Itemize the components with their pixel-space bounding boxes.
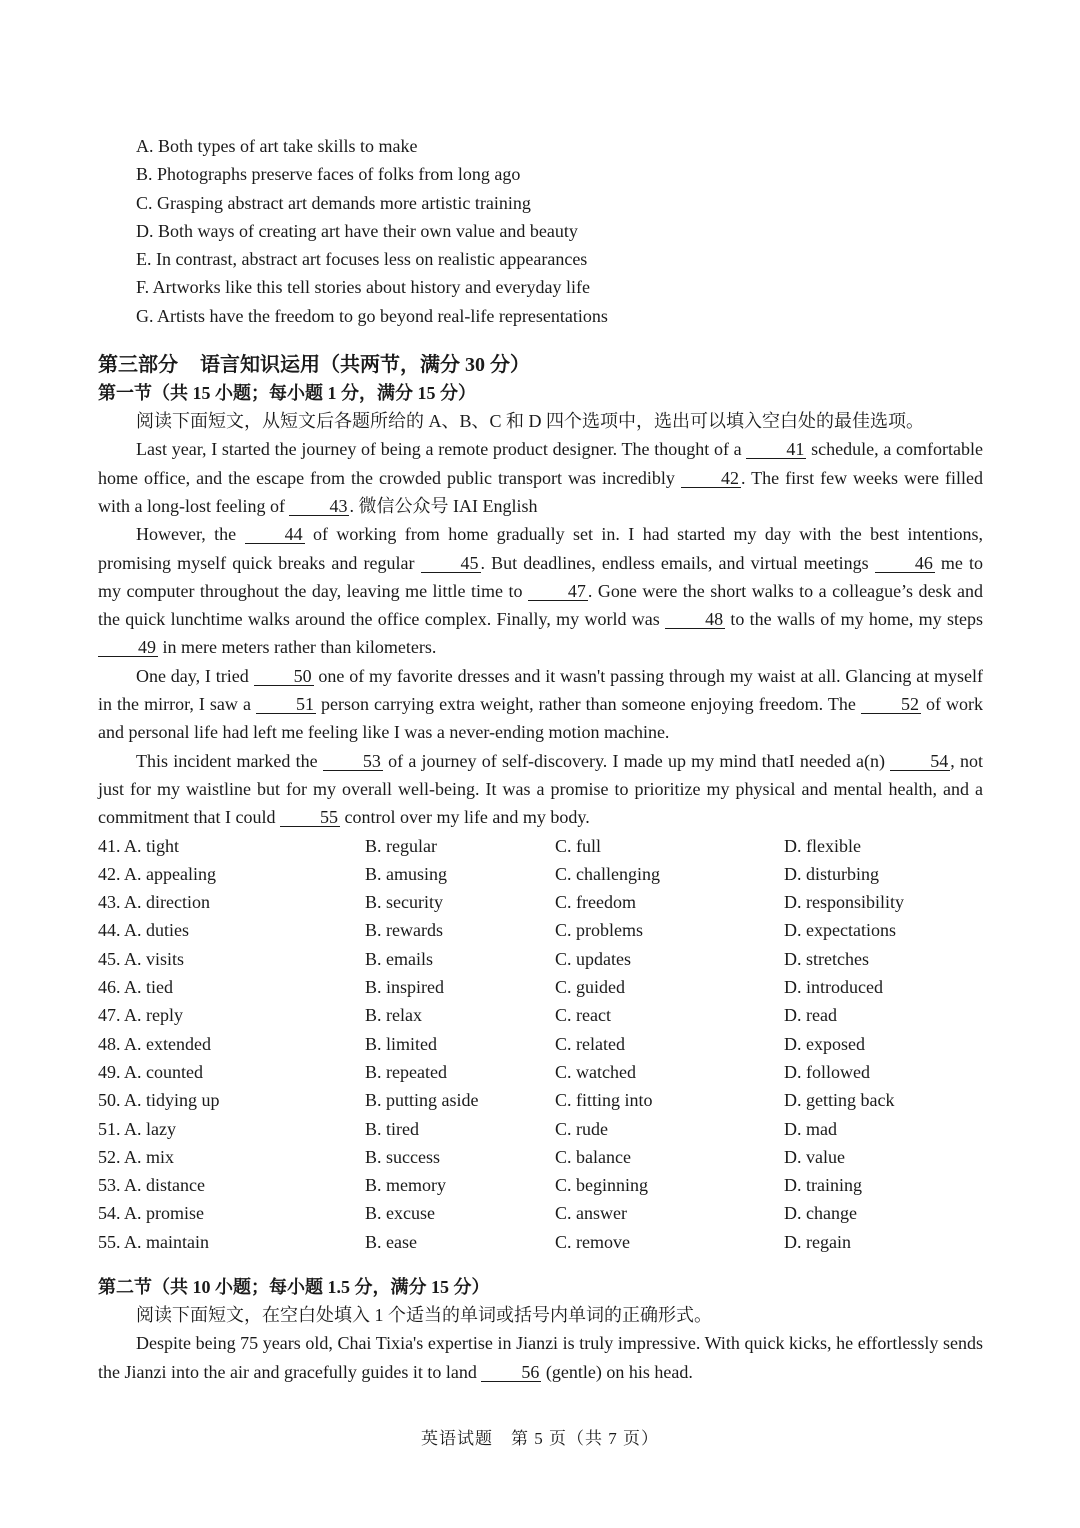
blank-41[interactable]: 41 bbox=[746, 440, 806, 459]
choice-row bbox=[98, 1199, 983, 1227]
choice-row bbox=[98, 1086, 983, 1114]
choice-option-c[interactable]: C. challenging bbox=[555, 863, 660, 884]
option-a: A. Both types of art take skills to make bbox=[136, 136, 418, 156]
blank-48[interactable]: 48 bbox=[665, 610, 725, 629]
choice-option-a[interactable]: 55. A. maintain bbox=[98, 1231, 209, 1252]
choice-row bbox=[98, 916, 983, 944]
choice-option-a[interactable]: 48. A. extended bbox=[98, 1033, 211, 1054]
choice-option-b[interactable]: B. tired bbox=[365, 1118, 419, 1139]
blank-55[interactable]: 55 bbox=[280, 808, 340, 827]
passage-text: However, the bbox=[136, 524, 237, 545]
blank-51[interactable]: 51 bbox=[256, 695, 316, 714]
passage-text: person carrying extra weight, rather than someone enjoying freedom. The bbox=[321, 694, 856, 715]
passage-text: One day, I tried bbox=[136, 665, 249, 686]
passage-text: . But deadlines, endless emails, and virtual meetings bbox=[480, 552, 869, 573]
section2 bbox=[98, 1274, 983, 1386]
option-list bbox=[136, 132, 983, 330]
choice-option-a[interactable]: 42. A. appealing bbox=[98, 863, 216, 884]
choice-option-a[interactable]: 46. A. tied bbox=[98, 977, 173, 998]
choice-option-b[interactable]: B. rewards bbox=[365, 920, 443, 941]
choice-option-a[interactable]: 45. A. visits bbox=[98, 948, 185, 969]
choice-option-b[interactable]: B. repeated bbox=[365, 1061, 447, 1082]
section2-instruction: 阅读下面短文，在空白处填入 1 个适当的单词或括号内单词的正确形式。 bbox=[136, 1304, 712, 1325]
choice-option-c[interactable]: C. fitting into bbox=[555, 1090, 653, 1111]
watermark-text: 微信公众号 IAI English bbox=[358, 495, 538, 516]
part3-title-a: 第三部分 bbox=[98, 354, 178, 377]
choice-option-c[interactable]: C. beginning bbox=[555, 1175, 648, 1196]
option-c: C. Grasping abstract art demands more artistic training bbox=[136, 192, 531, 213]
option-g: G. Artists have the freedom to go beyond real-life representations bbox=[136, 305, 608, 326]
choice-option-d[interactable]: D. training bbox=[784, 1175, 862, 1196]
option-b: B. Photographs preserve faces of folks from long ago bbox=[136, 164, 521, 185]
choice-option-c[interactable]: C. answer bbox=[555, 1203, 627, 1224]
choice-option-d[interactable]: D. expectations bbox=[784, 920, 896, 941]
choice-option-d[interactable]: D. disturbing bbox=[784, 863, 880, 884]
choice-option-c[interactable]: C. updates bbox=[555, 948, 631, 969]
choice-row bbox=[98, 1058, 983, 1086]
passage-text: to the walls of my home, my steps bbox=[730, 609, 983, 630]
passage-text: . bbox=[349, 495, 354, 516]
choice-option-b[interactable]: B. relax bbox=[365, 1005, 422, 1026]
passage-text: . The first few weeks were filled with a long-lost feeling of bbox=[98, 467, 983, 516]
choice-option-b[interactable]: B. excuse bbox=[365, 1203, 435, 1224]
blank-49[interactable]: 49 bbox=[98, 638, 158, 657]
choice-option-b[interactable]: B. success bbox=[365, 1146, 440, 1167]
passage-text: (gentle) on his head. bbox=[545, 1361, 693, 1382]
blank-46[interactable]: 46 bbox=[875, 554, 935, 573]
choice-option-d[interactable]: D. change bbox=[784, 1203, 857, 1224]
choice-row bbox=[98, 888, 983, 916]
choice-option-a[interactable]: 47. A. reply bbox=[98, 1005, 183, 1026]
passage-text: . Gone were the short walks to a colleague’s desk and the quick lunchtime walks around the office complex. Finally, my world was bbox=[98, 580, 983, 630]
passage-text: in mere meters rather than kilometers. bbox=[162, 637, 437, 658]
choice-option-d[interactable]: D. getting back bbox=[784, 1090, 895, 1111]
blank-47[interactable]: 47 bbox=[528, 582, 588, 601]
choice-option-c[interactable]: C. remove bbox=[555, 1231, 630, 1252]
passage-paragraph-1 bbox=[98, 435, 983, 520]
blank-42[interactable]: 42 bbox=[681, 469, 741, 488]
passage-text: Despite being 75 years old, Chai Tixia's expertise in Jianzi is truly impressive. With quick kicks, he effortlessly sends the Jianzi into the air and gracefully guides it to land bbox=[98, 1333, 983, 1382]
choice-option-a[interactable]: 43. A. direction bbox=[98, 892, 210, 913]
passage-paragraph-3 bbox=[98, 662, 983, 747]
part3-title-b: 语言知识运用（共两节，满分 30 分） bbox=[200, 354, 530, 377]
blank-56[interactable]: 56 bbox=[481, 1363, 541, 1382]
choice-option-d[interactable]: D. stretches bbox=[784, 948, 869, 969]
choice-option-d[interactable]: D. introduced bbox=[784, 977, 883, 998]
blank-53[interactable]: 53 bbox=[323, 752, 383, 771]
choice-option-c[interactable]: C. guided bbox=[555, 977, 625, 998]
choice-row bbox=[98, 1228, 983, 1256]
choice-option-b[interactable]: B. memory bbox=[365, 1175, 446, 1196]
blank-54[interactable]: 54 bbox=[890, 752, 950, 771]
choice-option-a[interactable]: 41. A. tight bbox=[98, 835, 180, 856]
section2-title: 第二节（共 10 小题；每小题 1.5 分，满分 15 分） bbox=[98, 1276, 490, 1297]
choice-option-b[interactable]: B. security bbox=[365, 892, 443, 913]
choice-row bbox=[98, 945, 983, 973]
blank-50[interactable]: 50 bbox=[254, 667, 314, 686]
choice-row bbox=[98, 973, 983, 1001]
choice-option-a[interactable]: 51. A. lazy bbox=[98, 1118, 176, 1139]
choice-row bbox=[98, 1030, 983, 1058]
exam-page bbox=[98, 132, 983, 1386]
option-d: D. Both ways of creating art have their own value and beauty bbox=[136, 220, 578, 241]
passage-text: me to my computer throughout the day, leaving me little time to bbox=[98, 552, 984, 601]
choice-row bbox=[98, 1001, 983, 1029]
choice-option-b[interactable]: B. putting aside bbox=[365, 1090, 479, 1111]
choice-option-b[interactable]: B. emails bbox=[365, 948, 433, 969]
choices-table bbox=[98, 832, 983, 1256]
passage-text: of working from home gradually set in. I had started my day with the best intentions, promising myself quick breaks and regular bbox=[98, 524, 984, 573]
option-e: E. In contrast, abstract art focuses less on realistic appearances bbox=[136, 249, 588, 270]
option-f: F. Artworks like this tell stories about history and everyday life bbox=[136, 277, 590, 298]
choice-option-c[interactable]: C. full bbox=[555, 835, 602, 856]
choice-row bbox=[98, 1143, 983, 1171]
choice-option-b[interactable]: B. limited bbox=[365, 1033, 437, 1054]
passage-text: This incident marked the bbox=[136, 750, 318, 771]
choice-option-c[interactable]: C. react bbox=[555, 1005, 611, 1026]
choice-option-d[interactable]: D. mad bbox=[784, 1118, 837, 1139]
section2-paragraph bbox=[98, 1329, 983, 1386]
part3-title bbox=[98, 350, 983, 380]
choice-option-d[interactable]: D. followed bbox=[784, 1061, 870, 1082]
choice-option-d[interactable]: D. responsibility bbox=[784, 892, 904, 913]
choice-row bbox=[98, 1115, 983, 1143]
choice-option-c[interactable]: C. problems bbox=[555, 920, 643, 941]
choice-option-c[interactable]: C. rude bbox=[555, 1118, 608, 1139]
passage-text: one of my favorite dresses and it wasn't passing through my waist at all. Glancing at myself in the mirror, I saw a bbox=[98, 665, 984, 715]
choice-row bbox=[98, 860, 983, 888]
choice-option-d[interactable]: D. flexible bbox=[784, 835, 861, 856]
passage-text: , not just for my waistline but for my overall well-being. It was a promise to prioritize my physical and mental health, and a commitment that I could bbox=[98, 750, 983, 828]
choice-option-a[interactable]: 53. A. distance bbox=[98, 1175, 205, 1196]
choice-option-c[interactable]: C. related bbox=[555, 1033, 625, 1054]
choice-option-d[interactable]: D. value bbox=[784, 1146, 845, 1167]
choice-option-a[interactable]: 49. A. counted bbox=[98, 1061, 203, 1082]
passage-text: control over my life and my body. bbox=[344, 807, 590, 828]
choice-option-c[interactable]: C. freedom bbox=[555, 892, 636, 913]
section1-instruction: 阅读下面短文，从短文后各题所给的 A、B、C 和 D 四个选项中，选出可以填入空白处的最佳选项。 bbox=[136, 411, 925, 432]
blank-45[interactable]: 45 bbox=[421, 554, 481, 573]
passage-paragraph-2 bbox=[98, 520, 983, 661]
choice-row bbox=[98, 832, 983, 860]
blank-43[interactable]: 43 bbox=[289, 497, 349, 516]
passage-text: of a journey of self-discovery. I made up my mind thatI needed a(n) bbox=[388, 750, 886, 771]
choice-option-c[interactable]: C. balance bbox=[555, 1146, 631, 1167]
page-footer: 英语试题 第 5 页（共 7 页） bbox=[421, 1429, 659, 1448]
choice-option-a[interactable]: 50. A. tidying up bbox=[98, 1090, 220, 1111]
passage-paragraph-4 bbox=[98, 747, 983, 832]
passage-text: of work and personal life had left me feeling like I was a never-ending motion machine. bbox=[98, 694, 984, 743]
choice-option-b[interactable]: B. ease bbox=[365, 1231, 417, 1252]
blank-52[interactable]: 52 bbox=[861, 695, 921, 714]
choice-option-d[interactable]: D. exposed bbox=[784, 1033, 865, 1054]
choice-option-a[interactable]: 44. A. duties bbox=[98, 920, 190, 941]
choice-option-b[interactable]: B. inspired bbox=[365, 977, 444, 998]
choice-option-d[interactable]: D. regain bbox=[784, 1231, 851, 1252]
choice-option-a[interactable]: 52. A. mix bbox=[98, 1146, 175, 1167]
passage-text: schedule, a comfortable home office, and the escape from the crowded public transport was incredibly bbox=[98, 439, 984, 488]
section1-title: 第一节（共 15 小题；每小题 1 分，满分 15 分） bbox=[98, 383, 476, 404]
choice-option-d[interactable]: D. read bbox=[784, 1005, 837, 1026]
choice-option-c[interactable]: C. watched bbox=[555, 1061, 636, 1082]
choice-option-a[interactable]: 54. A. promise bbox=[98, 1203, 204, 1224]
choice-row bbox=[98, 1171, 983, 1199]
passage-text: Last year, I started the journey of being a remote product designer. The thought of a bbox=[136, 439, 742, 460]
choice-option-b[interactable]: B. amusing bbox=[365, 863, 448, 884]
blank-44[interactable]: 44 bbox=[245, 525, 305, 544]
choice-option-b[interactable]: B. regular bbox=[365, 835, 437, 856]
